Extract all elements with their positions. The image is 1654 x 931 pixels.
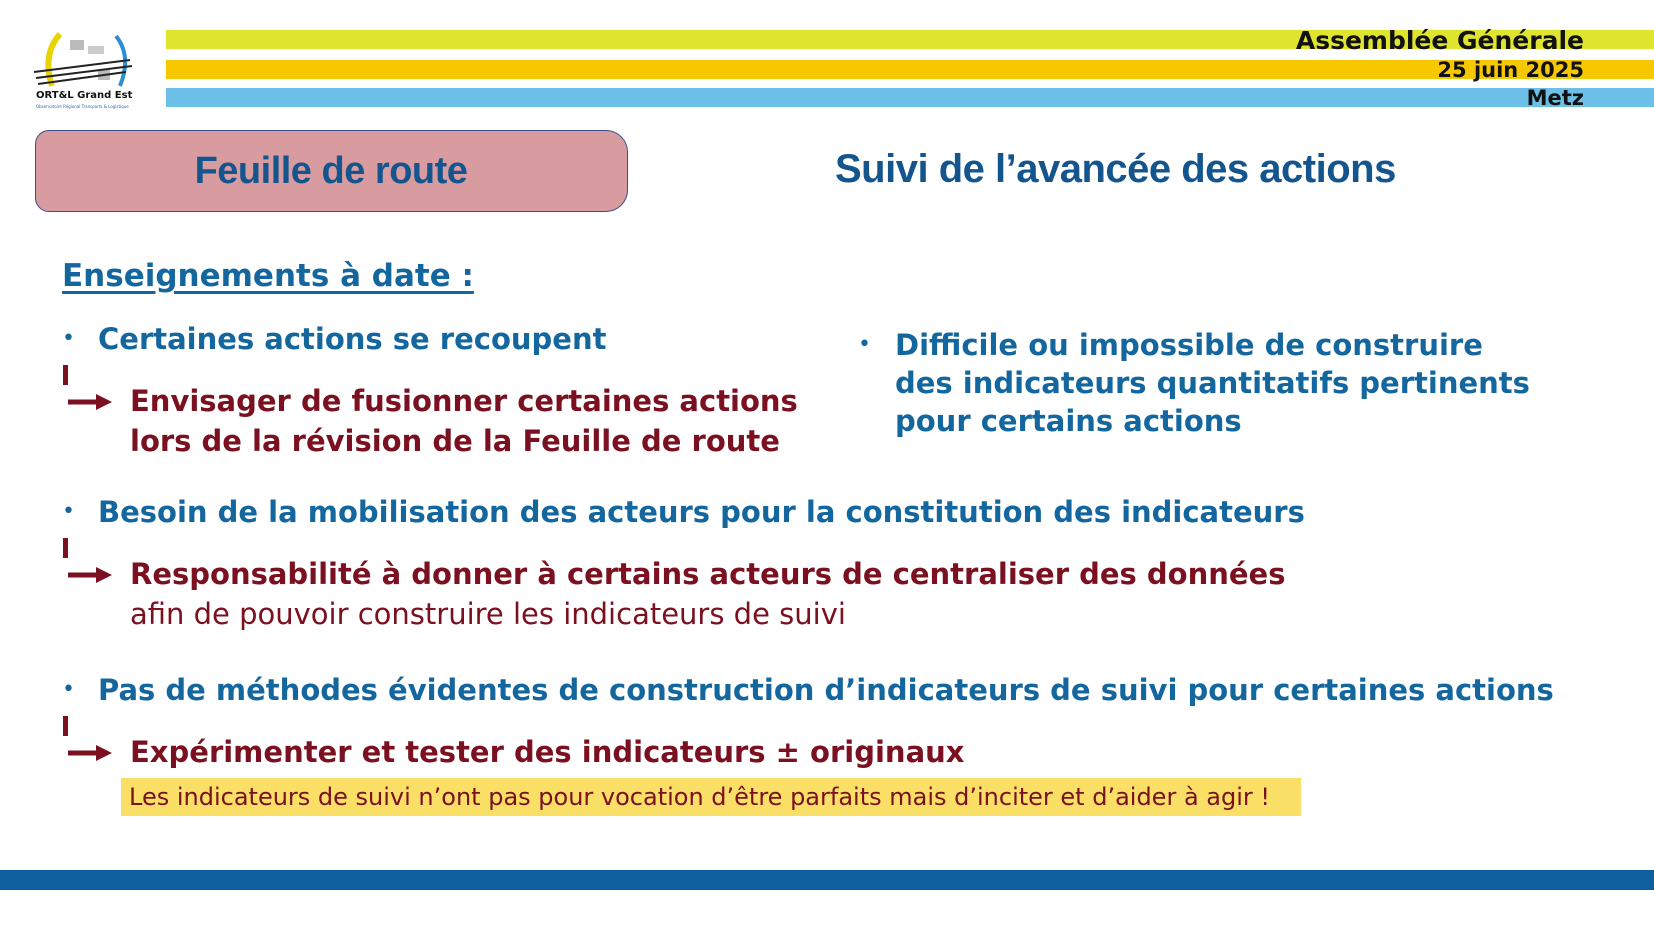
consequence-3-bold: Responsabilité à donner à certains acteurs de centraliser des données [130, 557, 1286, 591]
connector-tick [63, 538, 68, 558]
page-title: Suivi de l’avancée des actions [835, 147, 1396, 191]
section-pill [35, 130, 628, 212]
event-city: Metz [1526, 86, 1584, 110]
event-title: Assemblée Générale [1295, 26, 1584, 55]
bullet-item-2-line-1: Difficile ou impossible de construire [895, 328, 1483, 362]
header-band-blue [166, 86, 1654, 110]
consequence-3-normal: afin de pouvoir construire les indicateurs de suivi [130, 597, 846, 631]
connector-tick [63, 716, 68, 736]
bullet-item-3: Besoin de la mobilisation des acteurs pour la constitution des indicateurs [98, 495, 1305, 529]
logo-name: ORT&L Grand Est [36, 90, 133, 101]
consequence-1-line-2: lors de la révision de la Feuille de route [130, 424, 780, 458]
event-date: 25 juin 2025 [1437, 58, 1584, 82]
highlight-note: Les indicateurs de suivi n’ont pas pour vocation d’être parfaits mais d’inciter et d’aider à agir ! [121, 778, 1301, 816]
bullet-item-2-line-3: pour certains actions [895, 404, 1242, 438]
bullet-dot-icon: • [62, 326, 75, 351]
bullet-dot-icon: • [62, 677, 75, 702]
bullet-item-1: Certaines actions se recoupent [98, 322, 607, 356]
bullet-item-4: Pas de méthodes évidentes de construction d’indicateurs de suivi pour certaines actions [98, 673, 1554, 707]
section-pill-label: Feuille de route [194, 150, 468, 192]
logo-subtitle: Observatoire Régional Transports & Logistique [36, 104, 129, 109]
ortl-logo-icon [30, 24, 140, 116]
bullet-dot-icon: • [858, 332, 871, 357]
bullet-dot-icon: • [62, 499, 75, 524]
arrow-right-icon [68, 565, 112, 585]
lessons-heading: Enseignements à date : [62, 258, 474, 294]
header-band-orange [166, 58, 1654, 82]
connector-tick [63, 365, 68, 385]
arrow-right-icon [68, 392, 112, 412]
footer-bar [0, 870, 1654, 890]
bullet-item-2-line-2: des indicateurs quantitatifs pertinents [895, 366, 1530, 400]
arrow-right-icon [68, 743, 112, 763]
consequence-1-line-1: Envisager de fusionner certaines actions [130, 384, 798, 418]
consequence-4: Expérimenter et tester des indicateurs ± originaux [130, 735, 965, 769]
